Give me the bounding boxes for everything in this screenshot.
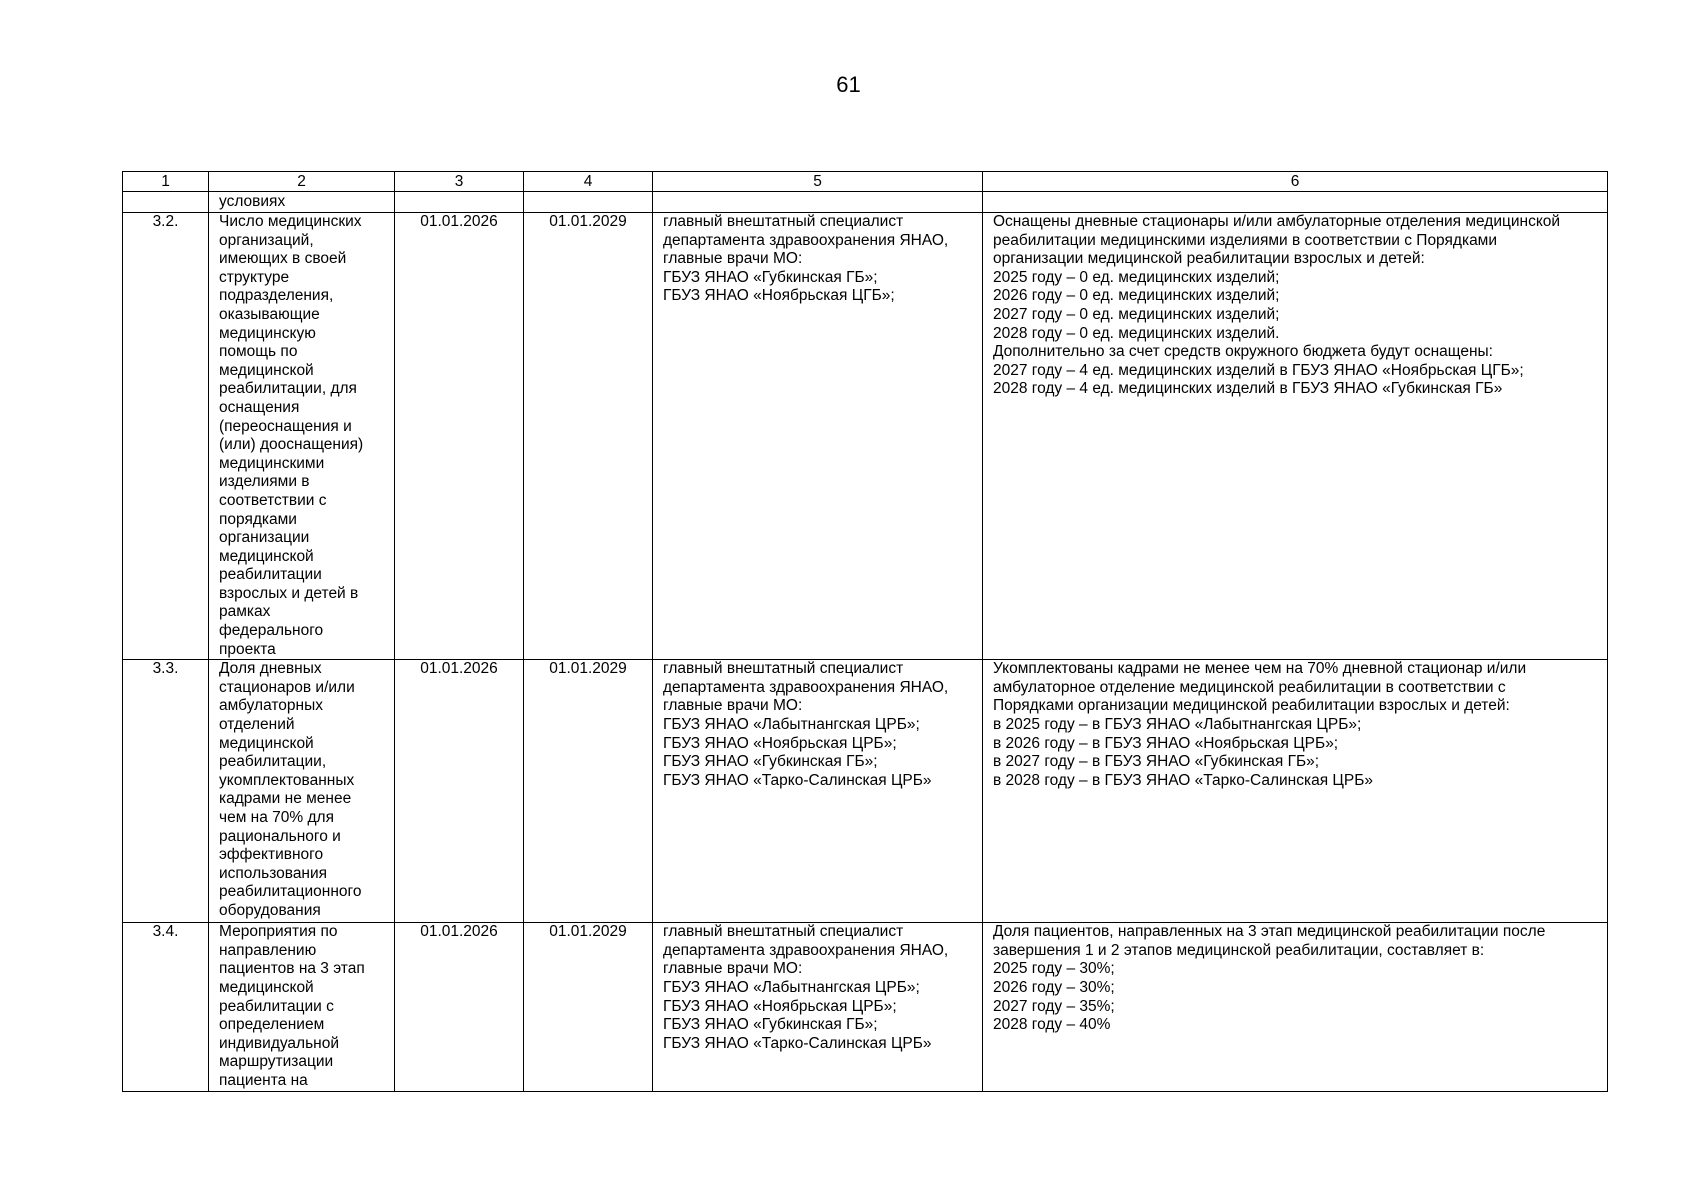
- start-date: 01.01.2026: [395, 660, 524, 923]
- cell-line: укомплектованных: [219, 771, 355, 789]
- cell-line: ГБУЗ ЯНАО «Ноябрьская ЦРБ»;: [663, 734, 897, 752]
- cell-line: 2028 году – 40%: [993, 1016, 1111, 1034]
- cell-line: (переоснащения и: [219, 417, 352, 435]
- cell-line: взрослых и детей в: [219, 584, 359, 602]
- cell-line: структуре: [219, 268, 290, 286]
- cell-line: реабилитации,: [219, 753, 327, 771]
- result: [983, 660, 1608, 923]
- row-number: 3.3.: [123, 660, 209, 923]
- table-cell: [123, 192, 209, 213]
- cell-line: в 2027 году – в ГБУЗ ЯНАО «Губкинская ГБ»;: [993, 753, 1320, 771]
- start-date: 01.01.2026: [395, 213, 524, 660]
- responsible: [653, 660, 983, 923]
- cell-line: индивидуальной: [219, 1034, 340, 1052]
- cell-line: главный внештатный специалист: [663, 213, 904, 230]
- cell-line: департамента здравоохранения ЯНАО,: [663, 941, 949, 959]
- header-cell: 3: [395, 172, 524, 192]
- cell-line: направлению: [219, 941, 317, 959]
- cell-line: главные врачи МО:: [663, 960, 803, 978]
- cell-line: ГБУЗ ЯНАО «Ноябрьская ЦРБ»;: [663, 997, 897, 1015]
- cell-line: ГБУЗ ЯНАО «Тарко-Салинская ЦРБ»: [663, 771, 932, 789]
- table-cell: условиях: [209, 192, 395, 213]
- cell-line: федерального: [219, 622, 324, 640]
- cell-line: стационаров и/или: [219, 678, 355, 696]
- cell-line: ГБУЗ ЯНАО «Ноябрьская ЦГБ»;: [663, 287, 895, 305]
- cell-line: организации: [219, 529, 310, 547]
- cell-line: 2027 году – 35%;: [993, 997, 1115, 1015]
- cell-line: чем на 70% для: [219, 809, 334, 826]
- header-cell: 6: [983, 172, 1608, 192]
- cell-line: в 2028 году – в ГБУЗ ЯНАО «Тарко-Салинская ЦРБ»: [993, 771, 1374, 789]
- cell-line: в 2025 году – в ГБУЗ ЯНАО «Лабытнангская ЦРБ»;: [993, 716, 1362, 734]
- cell-line: использования: [219, 864, 328, 882]
- row-number: 3.4.: [123, 923, 209, 1092]
- table-cell: [524, 192, 653, 213]
- table-cell: [653, 192, 983, 213]
- cell-line: главный внештатный специалист: [663, 923, 904, 941]
- cell-line: помощь по: [219, 343, 298, 361]
- cell-line: организаций,: [219, 231, 314, 249]
- cell-line: пациентов на 3 этап: [219, 960, 365, 978]
- cell-line: Порядками организации медицинской реабилитации взрослых и детей:: [993, 697, 1510, 715]
- cell-line: амбулаторное отделение медицинской реабилитации в соответствии с: [993, 678, 1506, 696]
- measure-name: [209, 213, 395, 660]
- cell-line: 2026 году – 0 ед. медицинских изделий;: [993, 287, 1280, 305]
- cell-line: оказывающие: [219, 305, 320, 323]
- cell-line: ГБУЗ ЯНАО «Губкинская ГБ»;: [663, 268, 878, 286]
- cell-line: реабилитационного: [219, 883, 362, 901]
- cell-line: рационального и: [219, 827, 341, 845]
- continuation-row: [123, 192, 1608, 213]
- cell-line: 2027 году – 0 ед. медицинских изделий;: [993, 305, 1280, 323]
- cell-line: медицинской: [219, 547, 314, 565]
- cell-line: амбулаторных: [219, 697, 323, 715]
- cell-line: медицинской: [219, 734, 314, 752]
- cell-line: департамента здравоохранения ЯНАО,: [663, 231, 949, 249]
- cell-line: реабилитации с: [219, 997, 334, 1015]
- end-date: 01.01.2029: [524, 660, 653, 923]
- cell-line: медицинской: [219, 979, 314, 997]
- result: [983, 923, 1608, 1092]
- cell-line: ГБУЗ ЯНАО «Губкинская ГБ»;: [663, 1016, 878, 1034]
- row-number: 3.2.: [123, 213, 209, 660]
- cell-line: ГБУЗ ЯНАО «Тарко-Салинская ЦРБ»: [663, 1034, 932, 1052]
- cell-line: определением: [219, 1016, 325, 1034]
- cell-line: ГБУЗ ЯНАО «Лабытнангская ЦРБ»;: [663, 979, 920, 997]
- start-date: 01.01.2026: [395, 923, 524, 1092]
- cell-line: департамента здравоохранения ЯНАО,: [663, 678, 949, 696]
- cell-line: реабилитации: [219, 566, 322, 584]
- cell-line: изделиями в: [219, 473, 310, 491]
- cell-line: отделений: [219, 716, 295, 734]
- end-date: 01.01.2029: [524, 213, 653, 660]
- cell-line: ГБУЗ ЯНАО «Губкинская ГБ»;: [663, 753, 878, 771]
- cell-line: порядками: [219, 510, 297, 528]
- table-row: [123, 660, 1608, 923]
- cell-line: кадрами не менее: [219, 790, 352, 808]
- result: [983, 213, 1608, 660]
- cell-line: реабилитации медицинскими изделиями в соответствии с Порядками: [993, 231, 1497, 249]
- cell-line: соответствии с: [219, 491, 327, 509]
- cell-line: подразделения,: [219, 287, 334, 305]
- cell-line: Укомплектованы кадрами не менее чем на 70% дневной стационар и/или: [993, 660, 1527, 678]
- cell-line: 2027 году – 4 ед. медицинских изделий в ГБУЗ ЯНАО «Ноябрьская ЦГБ»;: [993, 361, 1524, 379]
- cell-line: организации медицинской реабилитации взрослых и детей:: [993, 250, 1425, 268]
- cell-line: медицинской: [219, 361, 314, 379]
- table-row: [123, 923, 1608, 1092]
- cell-line: медицинскими: [219, 454, 325, 472]
- table-cell: [983, 192, 1608, 213]
- cell-line: имеющих в своей: [219, 250, 347, 268]
- cell-line: рамках: [219, 603, 271, 621]
- measures-table: [122, 171, 1608, 1092]
- table-cell: [395, 192, 524, 213]
- measure-name: [209, 923, 395, 1092]
- cell-line: главный внештатный специалист: [663, 660, 904, 678]
- cell-line: 2025 году – 30%;: [993, 960, 1115, 978]
- header-cell: 2: [209, 172, 395, 192]
- cell-line: оснащения: [219, 398, 300, 416]
- cell-line: (или) дооснащения): [219, 436, 364, 454]
- cell-line: эффективного: [219, 846, 324, 864]
- cell-line: завершения 1 и 2 этапов медицинской реабилитации, составляет в:: [993, 941, 1485, 959]
- page-number: 61: [836, 72, 861, 97]
- cell-line: 2028 году – 4 ед. медицинских изделий в ГБУЗ ЯНАО «Губкинская ГБ»: [993, 380, 1503, 398]
- measure-name: [209, 660, 395, 923]
- cell-line: Доля пациентов, направленных на 3 этап медицинской реабилитации после: [993, 923, 1546, 941]
- cell-line: ГБУЗ ЯНАО «Лабытнангская ЦРБ»;: [663, 716, 920, 734]
- cell-line: проекта: [219, 640, 276, 658]
- cell-line: маршрутизации: [219, 1053, 334, 1071]
- cell-line: Мероприятия по: [219, 923, 338, 941]
- header-cell: 5: [653, 172, 983, 192]
- cell-line: 2026 году – 30%;: [993, 979, 1115, 997]
- end-date: 01.01.2029: [524, 923, 653, 1092]
- cell-line: Число медицинских: [219, 213, 362, 230]
- responsible: [653, 923, 983, 1092]
- cell-line: Доля дневных: [219, 660, 322, 678]
- cell-line: 2025 году – 0 ед. медицинских изделий;: [993, 268, 1280, 286]
- cell-line: оборудования: [219, 901, 321, 919]
- cell-line: Дополнительно за счет средств окружного бюджета будут оснащены:: [993, 343, 1493, 361]
- cell-line: главные врачи МО:: [663, 697, 803, 715]
- cell-line: Оснащены дневные стационары и/или амбулаторные отделения медицинской: [993, 213, 1561, 230]
- cell-line: пациента на: [219, 1072, 308, 1089]
- cell-line: в 2026 году – в ГБУЗ ЯНАО «Ноябрьская ЦРБ»;: [993, 734, 1339, 752]
- header-cell: 1: [123, 172, 209, 192]
- responsible: [653, 213, 983, 660]
- table-row: [123, 213, 1608, 660]
- cell-line: 2028 году – 0 ед. медицинских изделий.: [993, 324, 1280, 342]
- table-header-row: [123, 172, 1608, 192]
- cell-line: главные врачи МО:: [663, 250, 803, 268]
- header-cell: 4: [524, 172, 653, 192]
- cell-line: медицинскую: [219, 324, 316, 342]
- cell-line: реабилитации, для: [219, 380, 357, 398]
